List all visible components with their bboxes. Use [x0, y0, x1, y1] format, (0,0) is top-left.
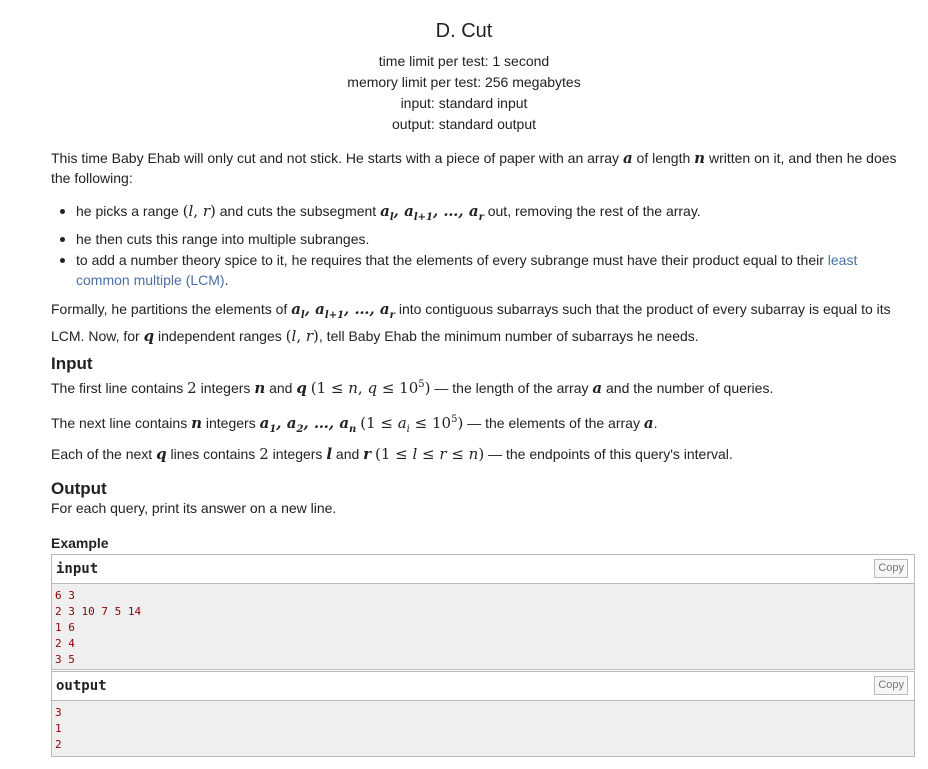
input-line-3: Each of the next q lines contains 2 integers l and r (1 ≤ l ≤ r ≤ n) — the endpoints of this query's interval.: [51, 445, 733, 463]
math-range: (l, r): [285, 327, 319, 345]
math-subsegment: $a_l$, $a_{l+1}$, …, $a_r$: [380, 202, 484, 223]
math-constraint: $(1 \le a_i \le 10^5)$: [360, 414, 464, 435]
input-line: 3 5: [55, 653, 75, 666]
output-line: 2: [55, 738, 62, 751]
math-constraint: (1 ≤ l ≤ r ≤ n): [374, 445, 485, 463]
bullet-icon: [60, 209, 65, 214]
sample-input-header: [52, 555, 914, 584]
output-line: 1: [55, 722, 62, 735]
memory-limit: memory limit per test: 256 megabytes: [347, 74, 581, 90]
input-line-2: The next line contains n integers $a_1$, $a_2$, …, $a_n$ $(1 \le a_i \le 10^5)$ — the elements of the array a.: [51, 414, 658, 435]
sample-output-box: [51, 671, 915, 757]
problem-title: D. Cut: [435, 20, 493, 42]
sample-input-label: input: [56, 561, 99, 577]
output-description: For each query, print its answer on a new line.: [51, 500, 337, 516]
math-n: n: [694, 149, 706, 167]
time-limit: time limit per test: 1 second: [378, 53, 550, 69]
math-range: (l, r): [182, 202, 216, 220]
sample-output-label: output: [56, 678, 107, 694]
input-line: 2 3 10 7 5 14: [55, 605, 142, 618]
list-item: he picks a range (l, r) and cuts the subsegment $a_l$, $a_{l+1}$, …, $a_r$ out, removing the rest of the array.: [51, 201, 901, 228]
sample-output-header: [52, 672, 914, 701]
bullet-icon: [60, 237, 65, 242]
math-q: q: [143, 327, 155, 345]
input-section-title: Input: [51, 354, 93, 373]
example-title: Example: [51, 535, 109, 551]
math-a: a: [622, 149, 633, 167]
output-type: output: standard output: [392, 116, 536, 132]
sample-input-content[interactable]: [52, 584, 914, 672]
input-line: 1 6: [55, 621, 75, 634]
math-constraint: (1 ≤ n, $q \le 10^5$): [310, 379, 431, 397]
output-section-title: Output: [51, 479, 107, 498]
math-subsegment: $a_l$, $a_{l+1}$, …, $a_r$: [291, 300, 395, 321]
input-line: 2 4: [55, 637, 75, 650]
problem-limits: [0, 52, 928, 136]
input-line-1: The first line contains 2 integers n and q (1 ≤ n, $q \le 10^5$) — the length of the array a and the number of queries.: [51, 379, 774, 397]
lcm-link[interactable]: least common multiple (LCM): [76, 252, 858, 288]
sample-input-box: [51, 554, 915, 670]
input-line: 6 3: [55, 589, 75, 602]
operation-list: [51, 201, 901, 291]
list-item: to add a number theory spice to it, he requires that the elements of every subrange must have their product equal to their least common multiple (LCM).: [51, 250, 901, 290]
copy-output-button[interactable]: Copy: [874, 676, 908, 695]
formal-paragraph: Formally, he partitions the elements of $a_l$, $a_{l+1}$, …, $a_r$ into contiguous subarrays such that the product of every subarray is equal to its LCM. Now, for q independent ranges (l, r), tell Baby Ehab the minimum number of subarrays he needs.: [51, 300, 891, 345]
sample-output-content[interactable]: [52, 701, 914, 757]
list-item: he then cuts this range into multiple subranges.: [51, 229, 901, 249]
legend-paragraph: This time Baby Ehab will only cut and not stick. He starts with a piece of paper with an array a of length n written on it, and then he does the following:: [51, 149, 897, 186]
output-line: 3: [55, 706, 62, 719]
copy-input-button[interactable]: Copy: [874, 559, 908, 578]
input-type: input: standard input: [400, 95, 528, 111]
bullet-icon: [60, 258, 65, 263]
math-array: $a_1$, $a_2$, …, $a_n$: [259, 414, 357, 435]
